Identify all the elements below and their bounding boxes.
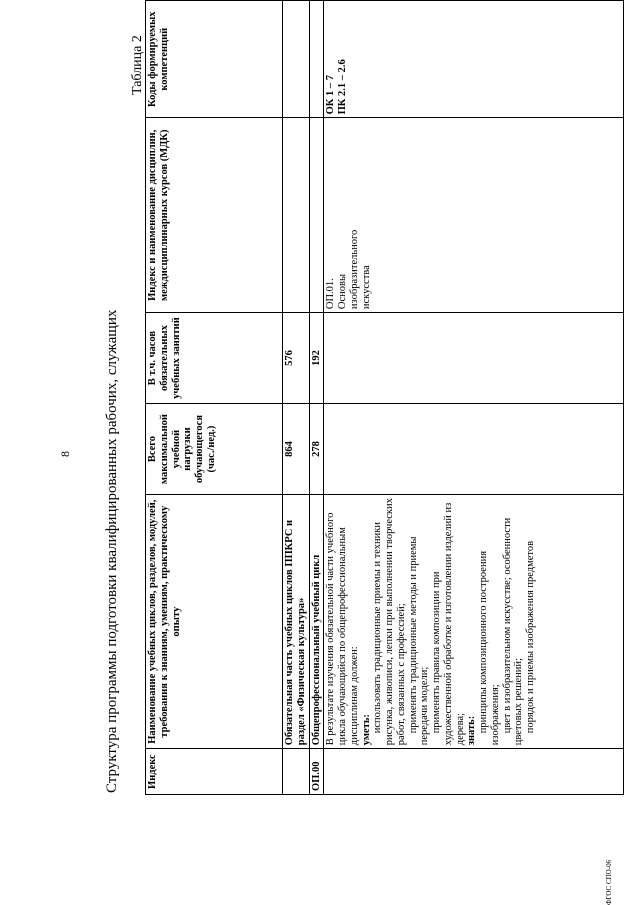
cell-empty — [283, 1, 310, 118]
cell-op00-max-load: 278 — [309, 403, 324, 494]
cell-mandatory-name: Обязательная часть учебных циклов ППКРС и раздел «Физическая культура» — [283, 495, 310, 749]
header-competencies: Коды формируемых компетенций — [146, 1, 283, 118]
page-number: 8 — [58, 451, 72, 457]
structure-table — [145, 0, 624, 795]
skill-item: применять правила композиции при художественной обработке и изготовлении изделий из дерева; — [431, 502, 466, 746]
header-index: Индекс — [146, 749, 283, 795]
cell-empty — [283, 749, 310, 795]
skill-item: использовать традиционные приемы и техники рисунка, живописи, лепки при выполнении творческих работ, связанных с профессией; — [372, 498, 407, 746]
discipline-code: ОП.01. — [325, 278, 337, 310]
knowledge-item: порядок и приемы изображения предметов — [525, 540, 536, 734]
cell-empty — [324, 749, 624, 795]
znat-heading: знать: — [466, 715, 478, 746]
cell-empty — [309, 1, 324, 118]
header-max-load: Всего максимальной учебной нагрузки обучающегося (час./нед.) — [146, 403, 283, 494]
table-row-mandatory-part — [283, 1, 310, 795]
competency-pk: ПК 2.1 – 2.6 — [337, 59, 348, 115]
header-mandatory: В т.ч. часов обязательных учебных занятий — [146, 313, 283, 404]
cell-mandatory-max-load: 864 — [283, 403, 310, 494]
umet-heading: уметь: — [360, 714, 372, 746]
cell-op00-hours: 192 — [309, 313, 324, 404]
knowledge-item: цвет в изобразительном искусстве; особенности цветовых решений; — [501, 517, 525, 746]
cell-empty — [324, 313, 624, 404]
table-label: Таблица 2 — [130, 35, 145, 95]
table-row-op00 — [309, 1, 324, 795]
cell-empty — [309, 118, 324, 313]
cell-op01-requirements — [324, 495, 624, 749]
competency-ok: ОК 1 – 7 — [325, 74, 337, 115]
cell-op00-index: ОП.00 — [309, 749, 324, 795]
discipline-name: Основы изобразительного искусства — [337, 229, 372, 310]
requirements-intro: В результате изучения обязательной части учебного цикла обучающийся по общепрофессиональным дисциплинам должен: — [325, 512, 360, 746]
skill-item: применять традиционные методы и приемы передачи модели; — [407, 536, 431, 746]
cell-op00-name: Общепрофессиональный учебный цикл — [309, 495, 324, 749]
footer-code: ФГОС СПО-06 — [605, 859, 613, 905]
cell-empty — [283, 118, 310, 313]
header-row — [146, 1, 283, 795]
header-name: Наименование учебных циклов, разделов, модулей, требования к знаниям, умениям, практическому опыту — [146, 495, 283, 749]
cell-op01-competencies — [324, 1, 624, 118]
table-row-op01 — [324, 1, 624, 795]
cell-mandatory-hours: 576 — [283, 313, 310, 404]
header-disciplines: Индекс и наименование дисциплин, междисциплинарных курсов (МДК) — [146, 118, 283, 313]
page-title: Структура программы подготовки квалифицированных рабочих, служащих — [104, 309, 120, 793]
knowledge-item: принципы композиционного построения изображения; — [478, 550, 501, 746]
cell-op01-discipline — [324, 118, 624, 313]
cell-empty — [324, 403, 624, 494]
